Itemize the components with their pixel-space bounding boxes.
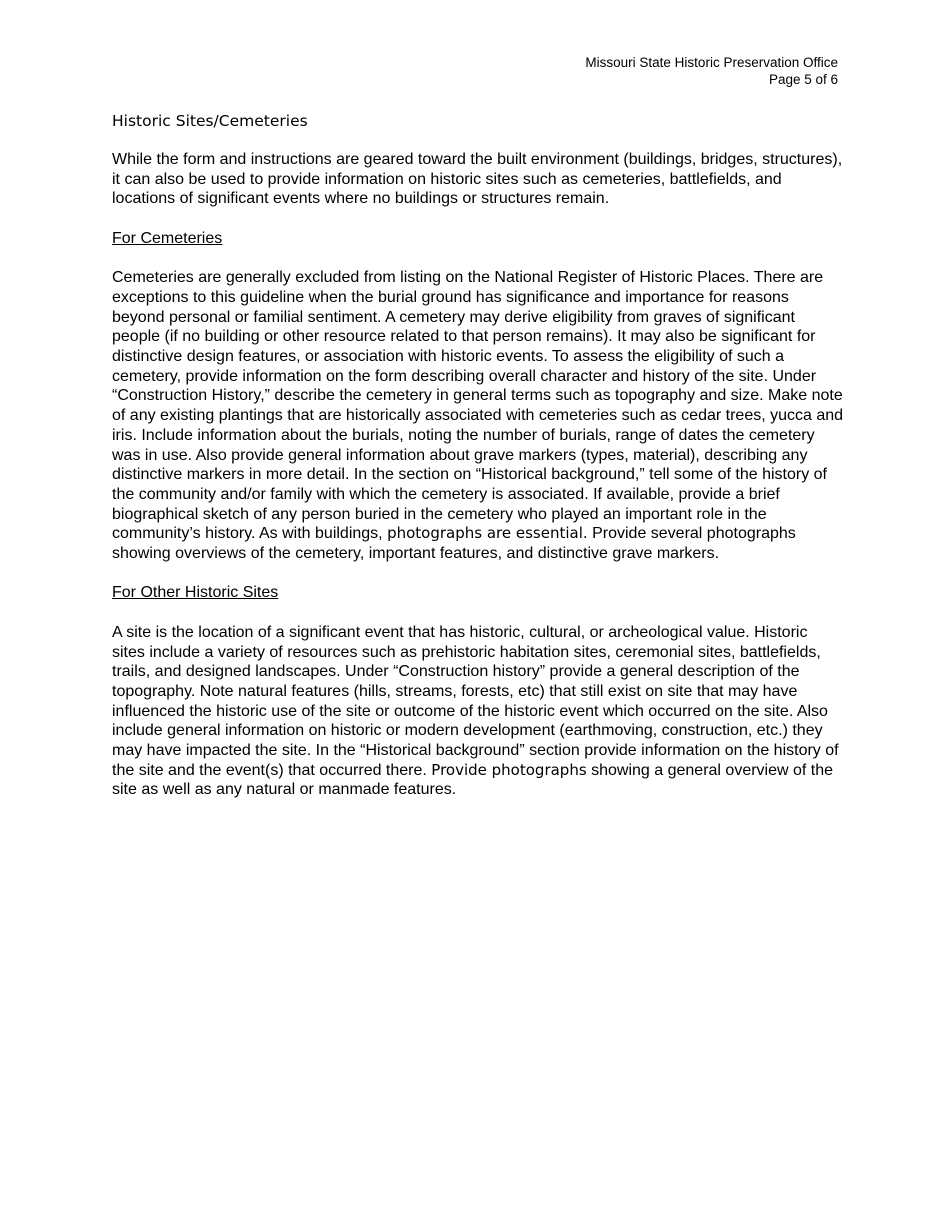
other-sites-heading: For Other Historic Sites [112,584,279,602]
office-name: Missouri State Historic Preservation Office [585,55,838,70]
cemeteries-text-b: Provide several photographs showing overviews of the cemetery, important features, and distinctive grave markers. [112,525,796,563]
cemeteries-heading: For Cemeteries [112,229,223,247]
other-sites-emphasis: Provide photographs [431,760,587,779]
section-title: Historic Sites/Cemeteries [112,112,308,130]
document-body [112,109,844,820]
page-header [585,54,838,88]
cemeteries-paragraph [112,268,844,564]
intro-paragraph: While the form and instructions are geared toward the built environment (buildings, bridges, structures), it can also be used to provide information on historic sites such as cemeteries, battlefields, and locations of significant events where no buildings or structures remain. [112,151,843,208]
other-sites-text-b: showing a general overview of the site as well as any natural or manmade features. [112,761,834,799]
cemeteries-text-a: Cemeteries are generally excluded from listing on the National Register of Historic Places. There are exceptions to this guideline when the burial ground has significance and importance for reasons beyond personal or familial sentiment. A cemetery may derive eligibility from graves of significant people (if no building or other resource related to that person remains). It may also be significant for distinctive design features, or association with historic events. To assess the eligibility of such a cemetery, provide information on the form describing overall character and history of the site. Under “Construction History,” describe the cemetery in general terms such as topography and size. Make note of any existing plantings that are historically associated with cemeteries such as cedar trees, yucca and iris. Include information about the burials, noting the number of burials, range of dates the cemetery was in use. Also provide general information about grave markers (types, material), describing any distinctive markers in more detail. In the section on “Historical background,” tell some of the history of the community and/or family with which the cemetery is associated. If available, provide a brief biographical sketch of any person buried in the cemetery who played an important role in the community’s history. As with buildings, [112,269,844,543]
other-sites-text-a: A site is the location of a significant event that has historic, cultural, or archeological value. Historic sites include a variety of resources such as prehistoric habitation sites, ceremonial sites, battlefields, trails, and designed landscapes. Under “Construction history” provide a general description of the topography. Note natural features (hills, streams, forests, etc) that still exist on site that may have influenced the historic use of the site or outcome of the historic event which occurred on the site. Also include general information on historic or modern development (earthmoving, construction, etc.) they may have impacted the site. In the “Historical background” section provide information on the history of the site and the event(s) that occurred there. [112,623,839,779]
cemeteries-emphasis: photographs are essential. [387,524,588,543]
other-sites-paragraph [112,623,844,800]
page-number: Page 5 of 6 [768,72,838,87]
